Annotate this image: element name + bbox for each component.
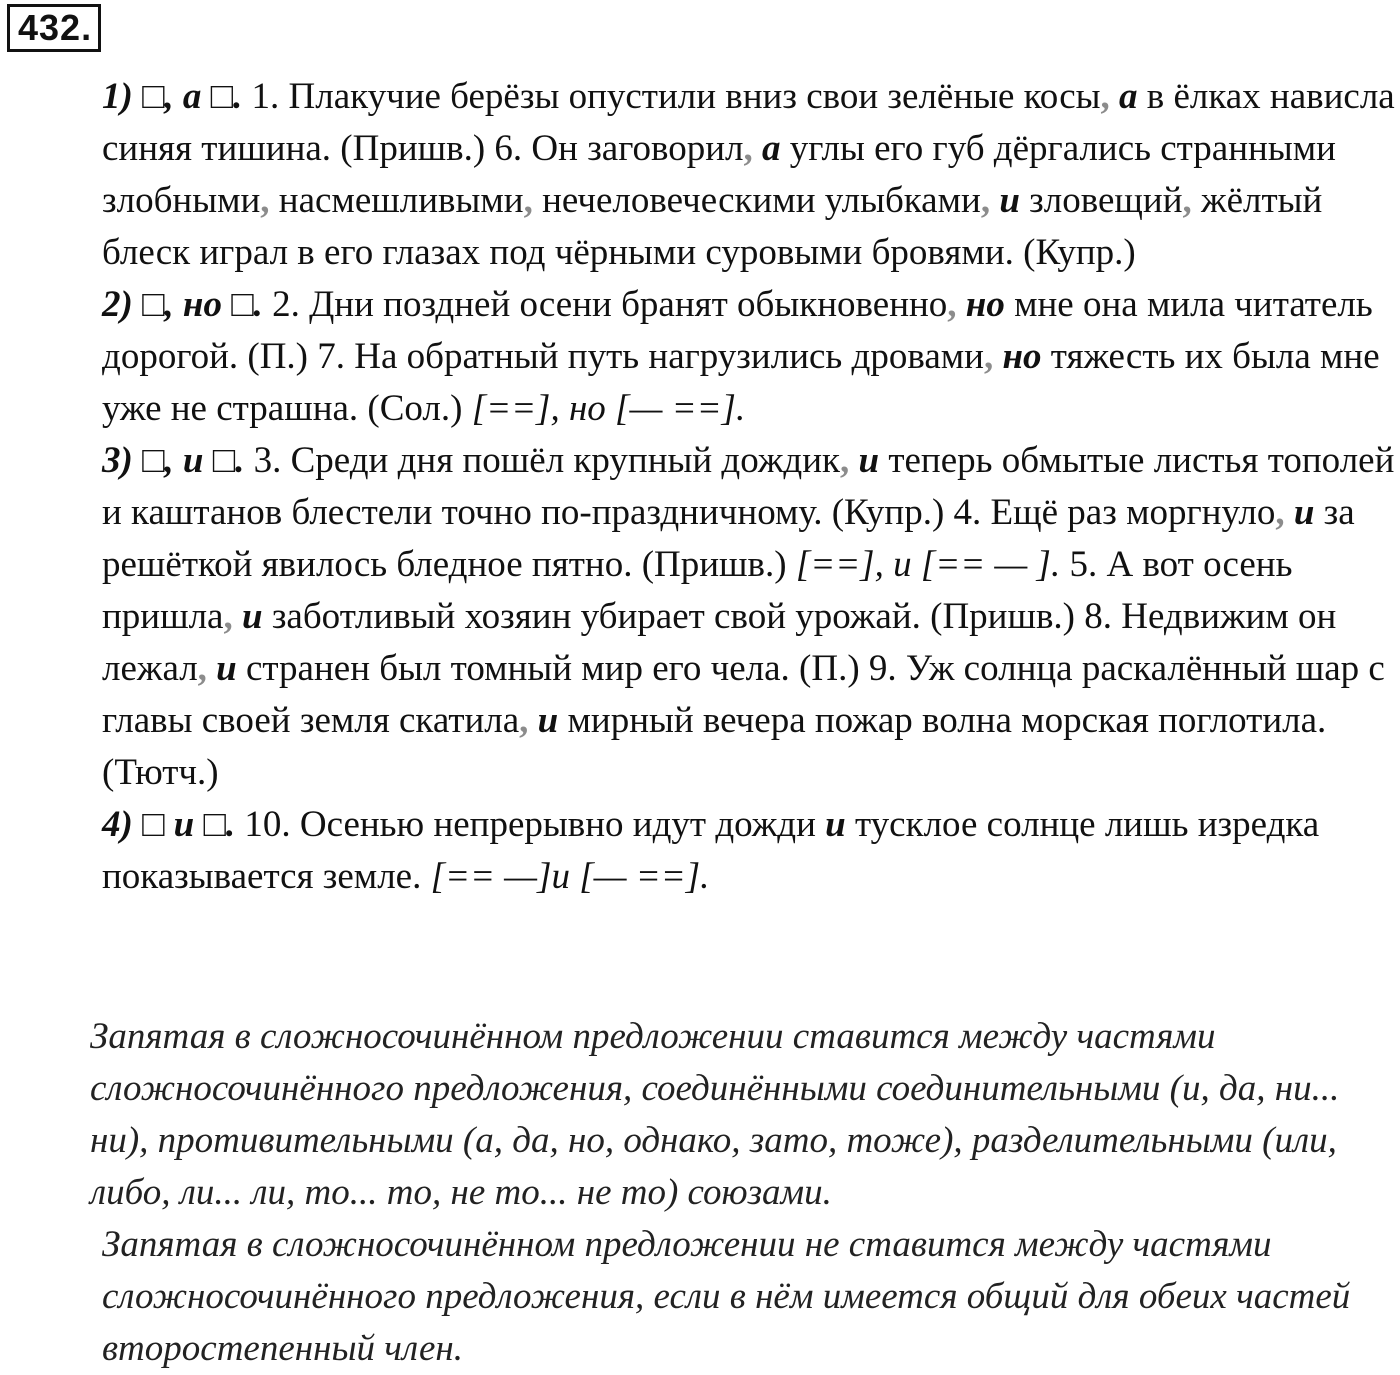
conjunction: и [825,804,846,845]
sentence-text: странен был томный мир его чела. (П.) 9. Уж солнца раскалённый шар с главы своей земля скатила [102,648,1385,741]
conjunction: и [1293,492,1315,533]
group-2 [8,279,1400,435]
conjunction: и [537,700,559,741]
group-3-label: 3) □, и □. [102,440,245,481]
sentence-text: 1. Плакучие берёзы опустили вниз свои зелёные косы [242,76,1101,117]
sentence-text: углы его губ дёргались странными злобными [102,128,1336,221]
sentence-text [753,128,762,169]
sentence-text [1110,76,1119,117]
group-1-label: 1) □, а □. [102,76,243,117]
sentence-text: тусклое солнце лишь изредка показывается земле. [102,804,1320,897]
conjunction: но [965,284,1005,325]
sentence-text: 5. А вот осень пришла [102,544,1293,637]
sentence-text: 2. Дни поздней осени бранят обыкновенно [262,284,948,325]
sentence-text: в ёлках нависла синяя тишина. (Пришв.) 6. Он заговорил [102,76,1395,169]
group-4-label: 4) □ и □. [102,804,236,845]
sentence-text [957,284,966,325]
conjunction: а [1118,76,1138,117]
sentence-text: жёлтый блеск играл в его глазах под чёрными суровыми бровями. (Купр.) [102,180,1323,273]
conjunction: но [1002,336,1042,377]
exercise-text [8,71,1400,903]
sentence-text [233,596,242,637]
group-2-label: 2) □, но □. [102,284,263,325]
sentence-text [990,180,999,221]
sentence-text: нечеловеческими улыбками [532,180,981,221]
sentence-scheme: [==], но [— ==]. [471,388,746,429]
group-1 [8,71,1400,279]
comma-mark: , [1100,76,1110,117]
comma-mark: , [197,648,207,689]
comma-mark: , [980,180,991,221]
sentence-text: насмешливыми [269,180,524,221]
rule-comma-not-placed: Запятая в сложносочинённом предложении не ставится между частями сложносочинённого предложения, если в нём имеется общий для обеих частей второстепенный член. [102,1224,1351,1369]
sentence-text: заботливый хозяин убирает свой урожай. (Пришв.) 8. Недвижим он лежал [102,596,1337,689]
sentence-text: 3. Среди дня пошёл крупный дождик [244,440,840,481]
sentence-text [1285,492,1294,533]
conjunction: и [858,440,880,481]
sentence-text: теперь обмытые листья тополей и каштанов блестели точно по-праздничному. (Купр.) 4. Ещё раз моргнуло [102,440,1395,533]
group-3 [8,435,1400,799]
comma-mark: , [743,128,753,169]
comma-mark: , [1275,492,1285,533]
sentence-text [849,440,858,481]
group-4 [8,799,1400,903]
conjunction: а [761,128,781,169]
comma-mark: , [947,284,957,325]
comma-mark: , [983,336,994,377]
conjunction: и [999,180,1020,221]
rule-comma-placed: Запятая в сложносочинённом предложении ставится между частями сложносочинённого предложения, соединёнными соединительными (и, да, ни... ни), противительными (а, да, но, однако, зато, тоже), разделительными (или, либо, ли... ли, то... то, не то... не то) союзами. [90,1016,1340,1213]
sentence-scheme: [== —]и [— ==]. [430,856,710,897]
sentence-scheme: [==], и [== — ]. [795,544,1061,585]
conjunction: и [241,596,263,637]
sentence-text: за решёткой явилось бледное пятно. (Пришв.) [102,492,1355,585]
comma-mark: , [260,180,270,221]
comma-mark: , [1182,180,1192,221]
rule-block [6,1011,1400,1375]
comma-mark: , [523,180,533,221]
comma-mark: , [519,700,529,741]
sentence-text [528,700,537,741]
comma-mark: , [840,440,850,481]
comma-mark: , [223,596,233,637]
sentence-text [207,648,216,689]
sentence-text: тяжесть их была мне уже не страшна. (Сол.) [102,336,1380,429]
sentence-text: мирный вечера пожар волна морская поглотила. (Тютч.) [102,700,1327,793]
exercise-number: 432. [7,4,101,52]
sentence-text: зловещий [1019,180,1183,221]
sentence-text: 10. Осенью непрерывно идут дожди [235,804,826,845]
sentence-text: мне она мила читатель дорогой. (П.) 7. На обратный путь нагрузились дровами [102,284,1373,377]
conjunction: и [216,648,237,689]
